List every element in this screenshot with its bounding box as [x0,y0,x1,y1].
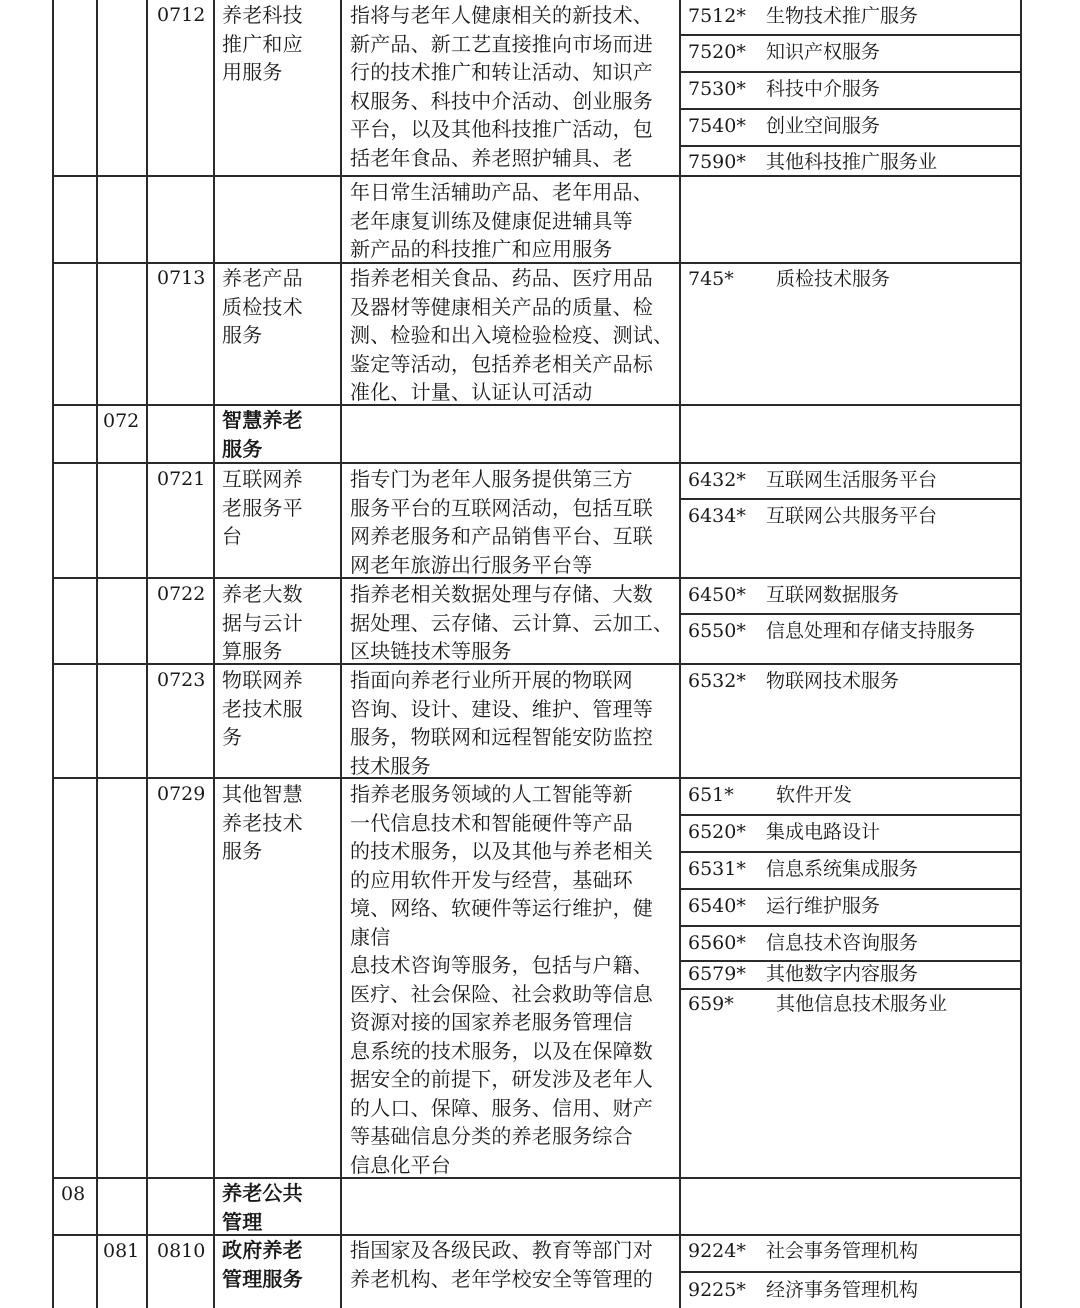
subcategory-code: 0729 [157,783,206,805]
subcategory-code: 0712 [157,4,206,26]
column-border [146,0,148,1308]
industry-entry: 6450* 互联网数据服务 [688,584,900,606]
industry-cell-border [679,71,1022,73]
industry-cell-border [679,814,1022,816]
industry-entry: 7512* 生物技术推广服务 [688,5,919,27]
category-name: 互联网养 老服务平 台 [222,467,303,548]
category-code: 081 [103,1240,140,1262]
category-name: 其他智慧 养老技术 服务 [222,782,303,863]
subcategory-code: 0810 [157,1240,206,1262]
category-code: 08 [61,1183,86,1205]
industry-entry: 7540* 创业空间服务 [688,115,881,137]
industry-entry: 9224* 社会事务管理机构 [688,1240,919,1262]
industry-entry: 6540* 运行维护服务 [688,895,881,917]
column-border [96,0,98,1308]
industry-entry: 6579* 其他数字内容服务 [688,963,919,985]
category-name: 政府养老 管理服务 [222,1238,303,1291]
category-name: 养老公共 管理 [222,1181,303,1234]
industry-cell-border [679,108,1022,110]
category-description: 年日常生活辅助产品、老年用品、 老年康复训练及健康促进辅具等 新产品的科技推广和应用服务 [350,180,653,261]
industry-cell-border [679,925,1022,927]
industry-entry: 6520* 集成电路设计 [688,821,881,843]
industry-cell-border [679,34,1022,36]
category-code: 072 [103,410,140,432]
industry-entry: 651* 软件开发 [688,784,853,806]
category-description: 指养老服务领域的人工智能等新 一代信息技术和智能硬件等产品 的技术服务，以及其他与养老相关 的应用软件开发与经营，基础环 境、网络、软硬件等运行维护，健 康信 息技术咨询等服务，包括与户籍、 医疗、社会保险、社会救助等信息 资源对接的国家养老服务管理信 息系统的技术服务，以及在保障数 据安全的前提下，研发涉及老年人 的人口、保障、服务、信用、财产 等基础信息分类的养老服务综合 信息化平台 [350,782,653,1177]
industry-entry: 7590* 其他科技推广服务业 [688,151,938,173]
industry-cell-border [679,888,1022,890]
column-border [340,0,342,1308]
category-description: 指国家及各级民政、教育等部门对 养老机构、老年学校安全等管理的 [350,1238,653,1291]
industry-entry: 6531* 信息系统集成服务 [688,858,919,880]
subcategory-code: 0713 [157,267,206,289]
industry-entry: 6560* 信息技术咨询服务 [688,932,919,954]
category-description: 指面向养老行业所开展的物联网 咨询、设计、建设、维护、管理等 服务，物联网和远程智能安防监控 技术服务 [350,668,653,778]
industry-entry: 6434* 互联网公共服务平台 [688,505,938,527]
column-border [1020,0,1022,1308]
category-description: 指养老相关食品、药品、医疗用品 及器材等健康相关产品的质量、检 测、检验和出入境检验检疫、测试、 鉴定等活动，包括养老相关产品标 准化、计量、认证认可活动 [350,266,674,404]
industry-entry: 6550* 信息处理和存储支持服务 [688,620,976,642]
industry-entry: 9225* 经济事务管理机构 [688,1279,919,1301]
category-name: 物联网养 老技术服 务 [222,668,303,749]
industry-cell-border [679,498,1022,500]
category-description: 指专门为老年人服务提供第三方 服务平台的互联网活动，包括互联 网养老服务和产品销售平台、互联 网老年旅游出行服务平台等 [350,467,653,577]
industry-cell-border [679,1271,1022,1273]
category-description: 指养老相关数据处理与存储、大数 据处理、云存储、云计算、云加工、 区块链技术等服务 [350,582,674,663]
category-name: 养老产品 质检技术 服务 [222,266,303,347]
category-name: 养老大数 据与云计 算服务 [222,582,303,663]
industry-cell-border [679,613,1022,615]
industry-entry: 6532* 物联网技术服务 [688,670,900,692]
row-border [52,462,1022,464]
industry-entry: 7520* 知识产权服务 [688,41,881,63]
industry-entry: 7530* 科技中介服务 [688,78,881,100]
category-name: 智慧养老 服务 [222,408,303,461]
industry-entry: 745* 质检技术服务 [688,268,891,290]
column-border [679,0,681,1308]
subcategory-code: 0721 [157,468,206,490]
industry-entry: 659* 其他信息技术服务业 [688,993,948,1015]
industry-cell-border [679,145,1022,147]
category-description: 指将与老年人健康相关的新技术、 新产品、新工艺直接推向市场而进 行的技术推广和转让活动、知识产 权服务、科技中介活动、创业服务 平台，以及其他科技推广活动，包 括老年食品、养老照护辅具、老 [350,3,653,170]
industry-cell-border [679,851,1022,853]
column-border [213,0,215,1308]
subcategory-code: 0722 [157,583,206,605]
subcategory-code: 0723 [157,669,206,691]
category-name: 养老科技 推广和应 用服务 [222,3,303,84]
column-border [52,0,54,1308]
industry-entry: 6432* 互联网生活服务平台 [688,469,938,491]
